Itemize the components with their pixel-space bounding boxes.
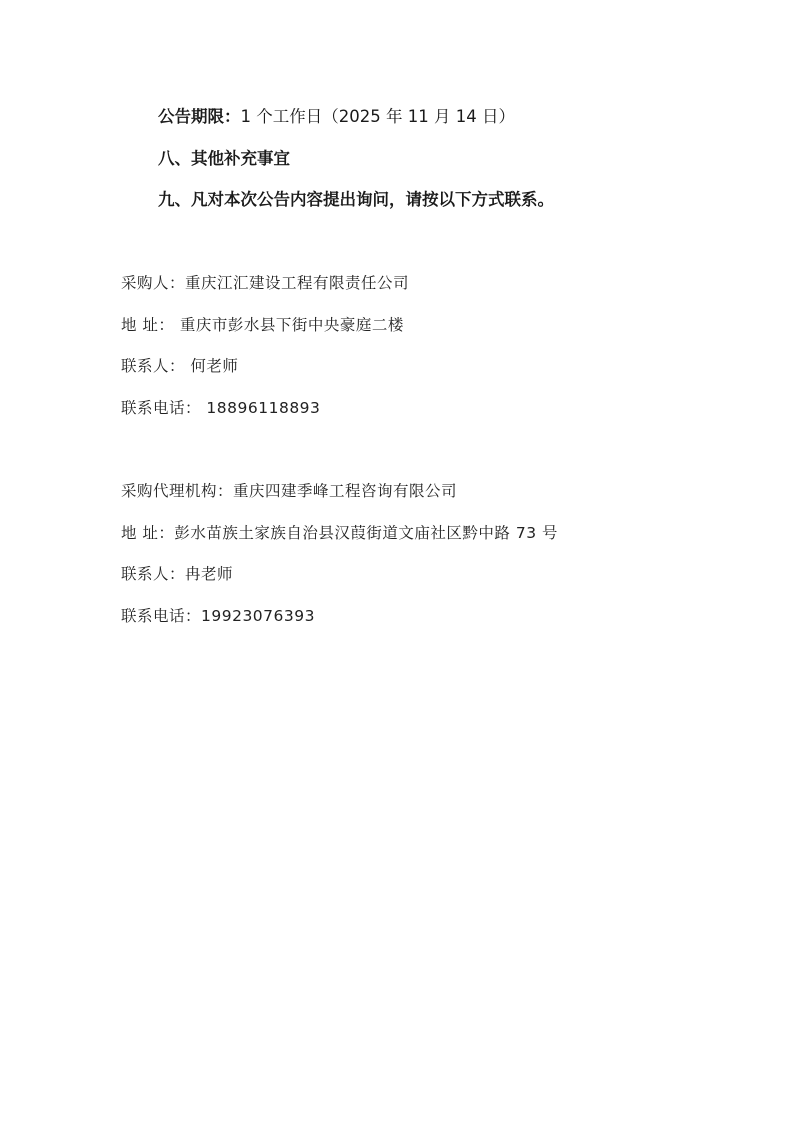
purchaser-phone: 联系电话： 18896118893 (121, 399, 321, 417)
period-label: 公告期限： (158, 107, 241, 126)
purchaser-name: 采购人：重庆江汇建设工程有限责任公司 (121, 274, 410, 292)
purchaser-address: 地 址： 重庆市彭水县下街中央豪庭二楼 (121, 316, 404, 334)
agency-contact: 联系人：冉老师 (121, 565, 234, 583)
period-value: 1 个工作日（2025 年 11 月 14 日） (240, 107, 515, 126)
announcement-period (158, 109, 515, 126)
agency-address: 地 址：彭水苗族土家族自治县汉葭街道文庙社区黔中路 73 号 (121, 524, 559, 542)
agency-phone: 联系电话：19923076393 (121, 607, 315, 625)
section-8-heading: 八、其他补充事宜 (158, 149, 290, 168)
purchaser-contact: 联系人： 何老师 (121, 357, 239, 375)
section-9-heading: 九、凡对本次公告内容提出询问，请按以下方式联系。 (158, 190, 554, 209)
agency-name: 采购代理机构：重庆四建季峰工程咨询有限公司 (121, 482, 458, 500)
